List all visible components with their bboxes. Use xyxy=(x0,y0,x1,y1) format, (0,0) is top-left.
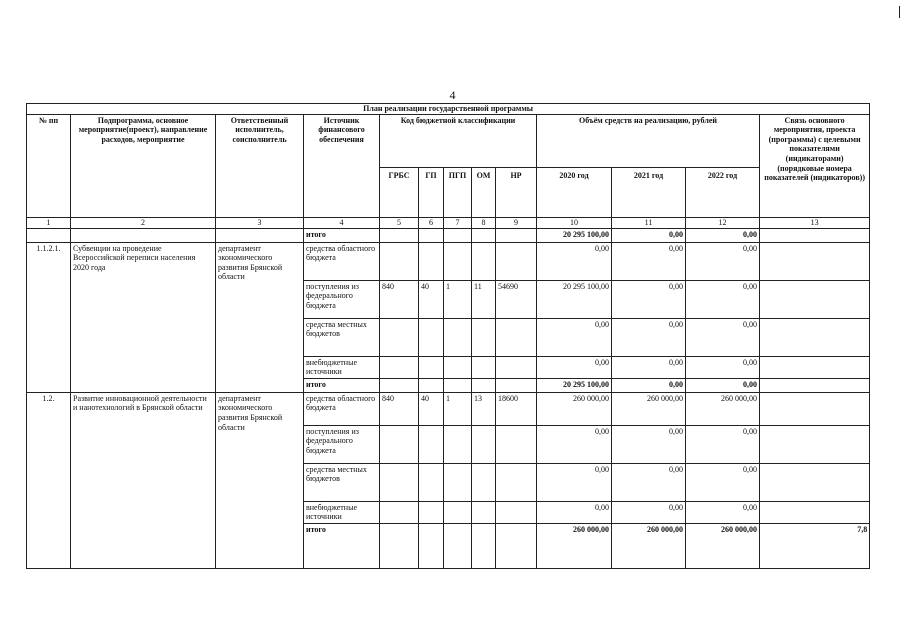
row-link xyxy=(760,318,870,356)
header-volume: Объём средств на реализацию, рублей xyxy=(537,114,760,167)
row-2020: 260 000,00 xyxy=(537,392,612,425)
row-gp xyxy=(419,242,444,280)
row-2020: 20 295 100,00 xyxy=(537,280,612,318)
row-link xyxy=(760,392,870,425)
row-2022: 0,00 xyxy=(686,501,760,523)
header-link: Связь основного мероприятия, проекта (программы) с целевыми показателями (индикаторами) (порядковые номера показателей (индикаторов)) xyxy=(760,114,870,217)
row-2020: 0,00 xyxy=(537,501,612,523)
row-2022: 0,00 xyxy=(686,280,760,318)
row-2020: 0,00 xyxy=(537,463,612,501)
total-2022: 0,00 xyxy=(686,378,760,392)
total-link: 7,8 xyxy=(760,523,870,568)
row-np: 18600 xyxy=(496,392,537,425)
plan-title: План реализации государственной программы xyxy=(27,104,870,115)
column-number: 13 xyxy=(760,217,870,228)
row-2021: 0,00 xyxy=(612,425,686,463)
row-2022: 0,00 xyxy=(686,356,760,378)
row-2021: 260 000,00 xyxy=(612,392,686,425)
row-grbs xyxy=(380,501,419,523)
row-2021: 0,00 xyxy=(612,242,686,280)
row-pgp xyxy=(444,501,472,523)
column-number: 11 xyxy=(612,217,686,228)
group-executor: департамент экономического развития Брянской области xyxy=(216,242,304,392)
column-number: 4 xyxy=(304,217,380,228)
row-np xyxy=(496,501,537,523)
header-2022: 2022 год xyxy=(686,167,760,217)
column-number: 8 xyxy=(472,217,496,228)
header-om: ОМ xyxy=(472,167,496,217)
row-pgp xyxy=(444,318,472,356)
header-gp: ГП xyxy=(419,167,444,217)
row-np xyxy=(496,242,537,280)
row-2022: 0,00 xyxy=(686,242,760,280)
table-row xyxy=(27,392,870,425)
row-om xyxy=(472,318,496,356)
total-2021: 0,00 xyxy=(612,228,686,242)
total-2020: 20 295 100,00 xyxy=(537,228,612,242)
total-2020: 20 295 100,00 xyxy=(537,378,612,392)
column-number-row xyxy=(27,217,870,228)
row-pgp: 1 xyxy=(444,280,472,318)
row-om xyxy=(472,463,496,501)
group-num: 1.2. xyxy=(27,392,71,568)
total-2022: 260 000,00 xyxy=(686,523,760,568)
column-number: 12 xyxy=(686,217,760,228)
row-source: поступления из федерального бюджета xyxy=(304,425,380,463)
header-budget-code: Код бюджетной классификации xyxy=(380,114,537,167)
row-2022: 0,00 xyxy=(686,318,760,356)
header-source: Источник финансового обеспечения xyxy=(304,114,380,217)
row-pgp xyxy=(444,425,472,463)
column-number: 5 xyxy=(380,217,419,228)
column-number: 1 xyxy=(27,217,71,228)
row-source: средства местных бюджетов xyxy=(304,318,380,356)
row-source: внебюджетные источники xyxy=(304,501,380,523)
row-pgp xyxy=(444,463,472,501)
row-link xyxy=(760,463,870,501)
row-om xyxy=(472,242,496,280)
group-executor: департамент экономического развития Брянской области xyxy=(216,392,304,568)
row-grbs: 840 xyxy=(380,392,419,425)
row-grbs xyxy=(380,356,419,378)
row-source: средства областного бюджета xyxy=(304,242,380,280)
total-link xyxy=(760,378,870,392)
total-2021: 0,00 xyxy=(612,378,686,392)
row-grbs xyxy=(380,425,419,463)
group-num: 1.1.2.1. xyxy=(27,242,71,392)
row-np: 54690 xyxy=(496,280,537,318)
column-number: 9 xyxy=(496,217,537,228)
row-gp: 40 xyxy=(419,280,444,318)
row-link xyxy=(760,356,870,378)
row-link xyxy=(760,242,870,280)
column-number: 6 xyxy=(419,217,444,228)
header-executor: Ответственный исполнитель, соисполнитель xyxy=(216,114,304,217)
row-2020: 0,00 xyxy=(537,242,612,280)
page-number: 4 xyxy=(449,88,456,102)
column-number: 7 xyxy=(444,217,472,228)
header-2021: 2021 год xyxy=(612,167,686,217)
total-2022: 0,00 xyxy=(686,228,760,242)
row-pgp xyxy=(444,242,472,280)
row-om xyxy=(472,356,496,378)
row-gp: 40 xyxy=(419,392,444,425)
row-2022: 0,00 xyxy=(686,425,760,463)
row-2021: 0,00 xyxy=(612,501,686,523)
row-source: средства местных бюджетов xyxy=(304,463,380,501)
total-label: итого xyxy=(304,523,380,568)
group-name: Развитие инновационной деятельности и нанотехнологий в Брянской области xyxy=(71,392,216,568)
row-gp xyxy=(419,425,444,463)
table-row xyxy=(27,242,870,280)
row-source: внебюджетные источники xyxy=(304,356,380,378)
row-pgp: 1 xyxy=(444,392,472,425)
row-link xyxy=(760,280,870,318)
total-label: итого xyxy=(304,378,380,392)
total-label: итого xyxy=(304,228,380,242)
row-om xyxy=(472,501,496,523)
header-pgp: ПГП xyxy=(444,167,472,217)
row-gp xyxy=(419,356,444,378)
header-2020: 2020 год xyxy=(537,167,612,217)
row-np xyxy=(496,425,537,463)
row-gp xyxy=(419,501,444,523)
row-grbs xyxy=(380,318,419,356)
row-2022: 0,00 xyxy=(686,463,760,501)
row-om: 13 xyxy=(472,392,496,425)
row-grbs xyxy=(380,242,419,280)
total-2021: 260 000,00 xyxy=(612,523,686,568)
group-name: Субвенции на проведение Всероссийской переписи населения 2020 года xyxy=(71,242,216,392)
column-number: 2 xyxy=(71,217,216,228)
row-om: 11 xyxy=(472,280,496,318)
row-2020: 0,00 xyxy=(537,425,612,463)
row-source: поступления из федерального бюджета xyxy=(304,280,380,318)
row-gp xyxy=(419,463,444,501)
scan-edge-mark xyxy=(899,6,900,18)
header-np: НР xyxy=(496,167,537,217)
header-subprogram: Подпрограмма, основное мероприятие(проект), направление расходов, мероприятие xyxy=(71,114,216,217)
row-2020: 0,00 xyxy=(537,318,612,356)
row-np xyxy=(496,356,537,378)
header-grbs: ГРБС xyxy=(380,167,419,217)
row-np xyxy=(496,463,537,501)
row-source: средства областного бюджета xyxy=(304,392,380,425)
row-pgp xyxy=(444,356,472,378)
column-number: 3 xyxy=(216,217,304,228)
row-2021: 0,00 xyxy=(612,318,686,356)
row-2021: 0,00 xyxy=(612,280,686,318)
plan-table xyxy=(26,103,870,569)
row-2022: 260 000,00 xyxy=(686,392,760,425)
row-link xyxy=(760,501,870,523)
row-2020: 0,00 xyxy=(537,356,612,378)
row-2021: 0,00 xyxy=(612,356,686,378)
row-np xyxy=(496,318,537,356)
top-total-row xyxy=(27,228,870,242)
row-grbs: 840 xyxy=(380,280,419,318)
total-2020: 260 000,00 xyxy=(537,523,612,568)
row-link xyxy=(760,425,870,463)
row-grbs xyxy=(380,463,419,501)
row-2021: 0,00 xyxy=(612,463,686,501)
plan-table-container xyxy=(26,103,869,569)
header-num: № пп xyxy=(27,114,71,217)
row-gp xyxy=(419,318,444,356)
column-number: 10 xyxy=(537,217,612,228)
row-om xyxy=(472,425,496,463)
